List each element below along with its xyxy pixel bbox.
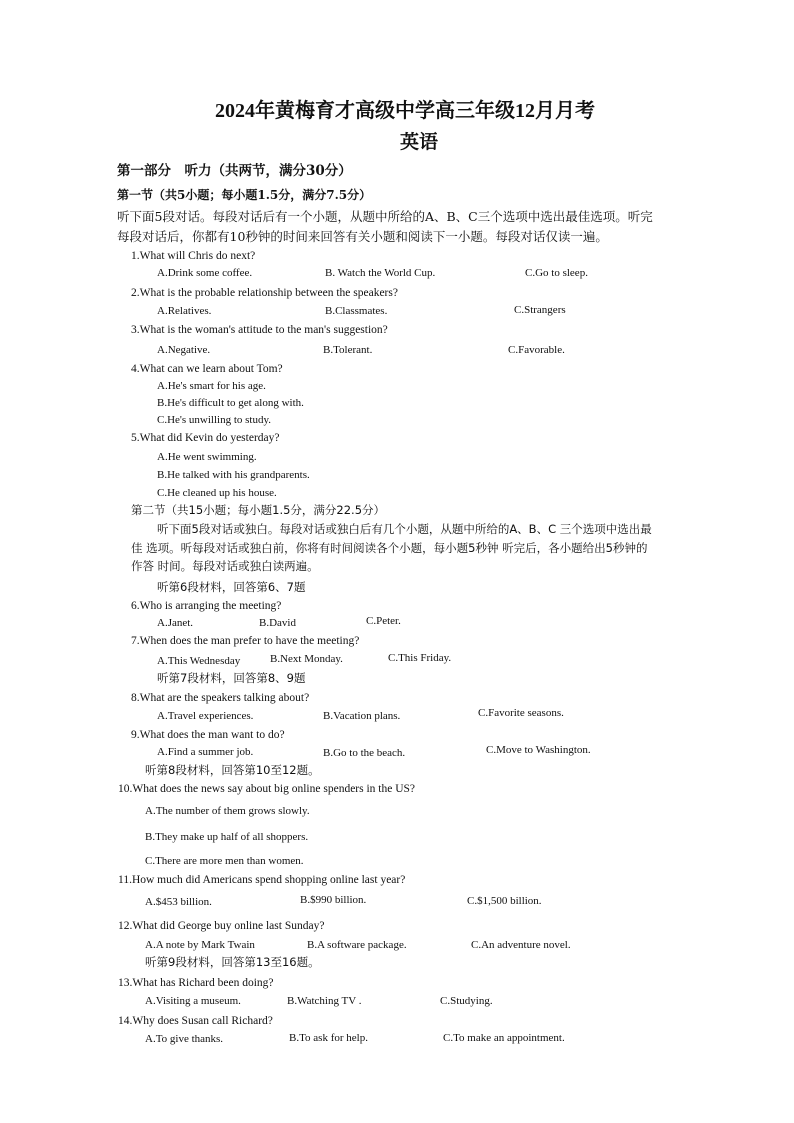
material-heading-8: 听第8段材料，回答第10至12题。 [145, 763, 320, 777]
section1-instructions-line2: 每段对话后，你都有10秒钟的时间来回答有关小题和阅读下一小题。每段对话仅读一遍。 [117, 229, 608, 244]
option-b: B.Next Monday. [270, 653, 343, 665]
option-c: C.$1,500 billion. [467, 895, 542, 907]
option-c: C.Go to sleep. [525, 267, 588, 279]
part1-heading: 第一部分 听力（共两节，满分30分） [117, 163, 352, 179]
option-a: A.He went swimming. [157, 451, 257, 463]
material-heading-9: 听第9段材料，回答第13至16题。 [145, 955, 320, 969]
section2-instructions-line1: 听下面5段对话或独白。每段对话或独白后有几个小题，从题中所给的A、B、C 三个选项中选出最 [157, 522, 652, 536]
option-a: A.The number of them grows slowly. [145, 805, 310, 817]
section2-heading: 第二节（共15小题；每小题1.5分，满分22.5分） [131, 503, 386, 517]
option-a: A.Relatives. [157, 305, 212, 317]
option-a: A.Find a summer job. [157, 746, 254, 758]
question-stem: 6.Who is arranging the meeting? [131, 600, 282, 612]
section2-instructions-line2: 佳 选项。听每段对话或独白前，你将有时间阅读各个小题，每小题5秒钟 听完后，各小题给出5秒钟的 [131, 541, 648, 555]
question-stem: 9.What does the man want to do? [131, 729, 285, 741]
subject-title: 英语 [400, 131, 439, 153]
question-stem: 8.What are the speakers talking about? [131, 692, 310, 704]
section1-instructions-line1: 听下面5段对话。每段对话后有一个小题，从题中所给的A、B、C三个选项中选出最佳选项。听完 [117, 209, 653, 224]
question-stem: 12.What did George buy online last Sunday? [118, 920, 325, 932]
option-a: A.He's smart for his age. [157, 380, 266, 392]
option-c: C.Peter. [366, 615, 401, 627]
material-heading-7: 听第7段材料，回答第8、9题 [157, 671, 306, 685]
question-stem: 10.What does the news say about big online spenders in the US? [118, 783, 416, 795]
option-c: C.Favorable. [508, 344, 565, 356]
option-c: C.Strangers [514, 304, 566, 316]
question-stem: 11.How much did Americans spend shopping online last year? [118, 874, 406, 886]
option-b: B.He's difficult to get along with. [157, 397, 304, 409]
option-a: A.Negative. [157, 344, 211, 356]
material-heading-6: 听第6段材料，回答第6、7题 [157, 580, 306, 594]
question-stem: 14.Why does Susan call Richard? [118, 1015, 273, 1027]
question-stem: 5.What did Kevin do yesterday? [131, 432, 280, 444]
question-stem: 7.When does the man prefer to have the meeting? [131, 635, 360, 647]
option-c: C.This Friday. [388, 652, 452, 664]
section1-heading: 第一节（共5小题；每小题1.5分，满分7.5分） [117, 188, 372, 202]
option-b: B.Watching TV . [287, 995, 362, 1007]
option-a: A.This Wednesday [157, 655, 241, 667]
option-a: A.Travel experiences. [157, 710, 254, 722]
option-a: A.A note by Mark Twain [145, 939, 255, 951]
option-b: B.David [259, 617, 296, 629]
option-a: A.Drink some coffee. [157, 267, 253, 279]
option-c: C.An adventure novel. [471, 939, 571, 951]
option-c: C.To make an appointment. [443, 1032, 565, 1044]
option-c: C.There are more men than women. [145, 855, 304, 867]
option-b: B.Tolerant. [323, 344, 373, 356]
question-stem: 3.What is the woman's attitude to the man's suggestion? [131, 324, 388, 336]
option-b: B.To ask for help. [289, 1032, 368, 1044]
option-a: A.Janet. [157, 617, 194, 629]
option-c: C.Studying. [440, 995, 493, 1007]
option-b: B.He talked with his grandparents. [157, 469, 310, 481]
option-b: B.$990 billion. [300, 894, 367, 906]
option-b: B.A software package. [307, 939, 407, 951]
option-c: C.He cleaned up his house. [157, 487, 277, 499]
question-stem: 1.What will Chris do next? [131, 250, 256, 262]
option-a: A.Visiting a museum. [145, 995, 241, 1007]
option-b: B.Classmates. [325, 305, 388, 317]
option-a: A.$453 billion. [145, 896, 212, 908]
option-c: C.Move to Washington. [486, 744, 591, 756]
option-b: B.Go to the beach. [323, 747, 406, 759]
option-b: B. Watch the World Cup. [325, 267, 436, 279]
option-b: B.Vacation plans. [323, 710, 401, 722]
section2-instructions-line3: 作答 时间。每段对话或独白读两遍。 [131, 559, 319, 573]
exam-title: 2024年黄梅育才高级中学高三年级12月月考 [215, 100, 595, 122]
question-stem: 2.What is the probable relationship between the speakers? [131, 287, 398, 299]
option-a: A.To give thanks. [145, 1033, 224, 1045]
question-stem: 13.What has Richard been doing? [118, 977, 274, 989]
option-c: C.He's unwilling to study. [157, 414, 272, 426]
option-c: C.Favorite seasons. [478, 707, 564, 719]
option-b: B.They make up half of all shoppers. [145, 831, 309, 843]
question-stem: 4.What can we learn about Tom? [131, 363, 283, 375]
